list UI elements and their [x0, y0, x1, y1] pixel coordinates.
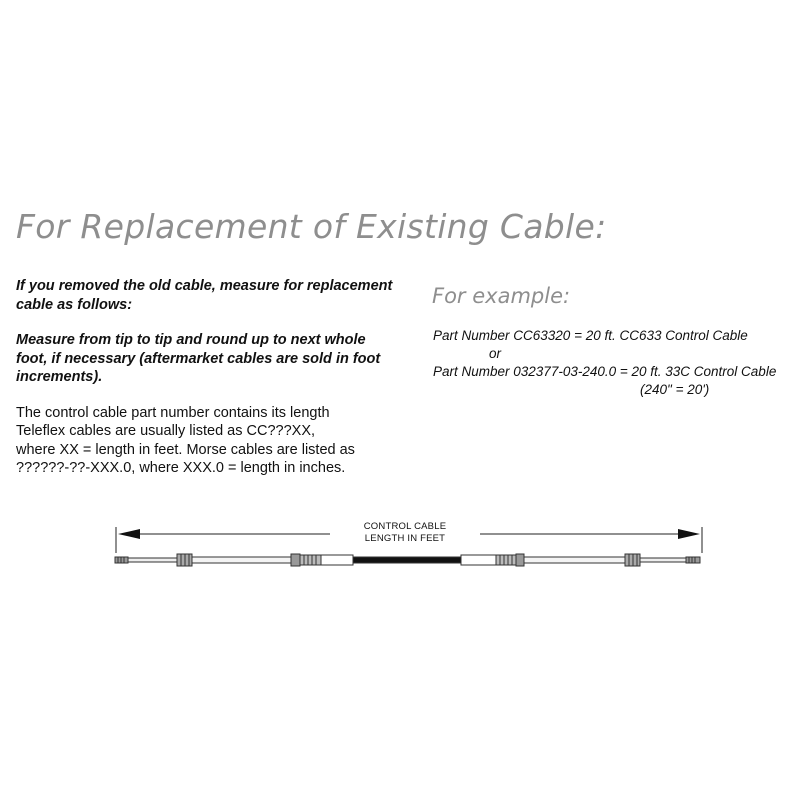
example-title: For example: [432, 284, 571, 308]
measure-text: Measure from tip to tip and round up to next whole foot, if necessary (aftermarket cables are sold in foot increments). [16, 332, 381, 385]
explanation-line: Teleflex cables are usually listed as CC???XX, [16, 423, 316, 439]
cable-label-line-1: CONTROL CABLE [363, 521, 447, 532]
example-or: or [489, 346, 502, 361]
explanation-line: The control cable part number contains its length [16, 404, 330, 421]
explanation-line: where XX = length in feet. Morse cables are listed as [16, 441, 355, 458]
cable-illustration [115, 554, 700, 566]
cable-length-label [330, 521, 480, 545]
intro-text: If you removed the old cable, measure for replacement cable as follows: [16, 278, 393, 313]
example-line-2: Part Number 032377-03-240.0 = 20 ft. 33C Control Cable [433, 364, 777, 379]
page-heading: For Replacement of Existing Cable: [16, 207, 607, 246]
cable-label-line-2: LENGTH IN FEET [364, 533, 446, 544]
example-line-3: (240" = 20') [640, 382, 710, 397]
explanation-line: ??????-??-XXX.0, where XXX.0 = length in inches. [16, 460, 346, 476]
example-line-1: Part Number CC63320 = 20 ft. CC633 Control Cable [433, 328, 748, 343]
